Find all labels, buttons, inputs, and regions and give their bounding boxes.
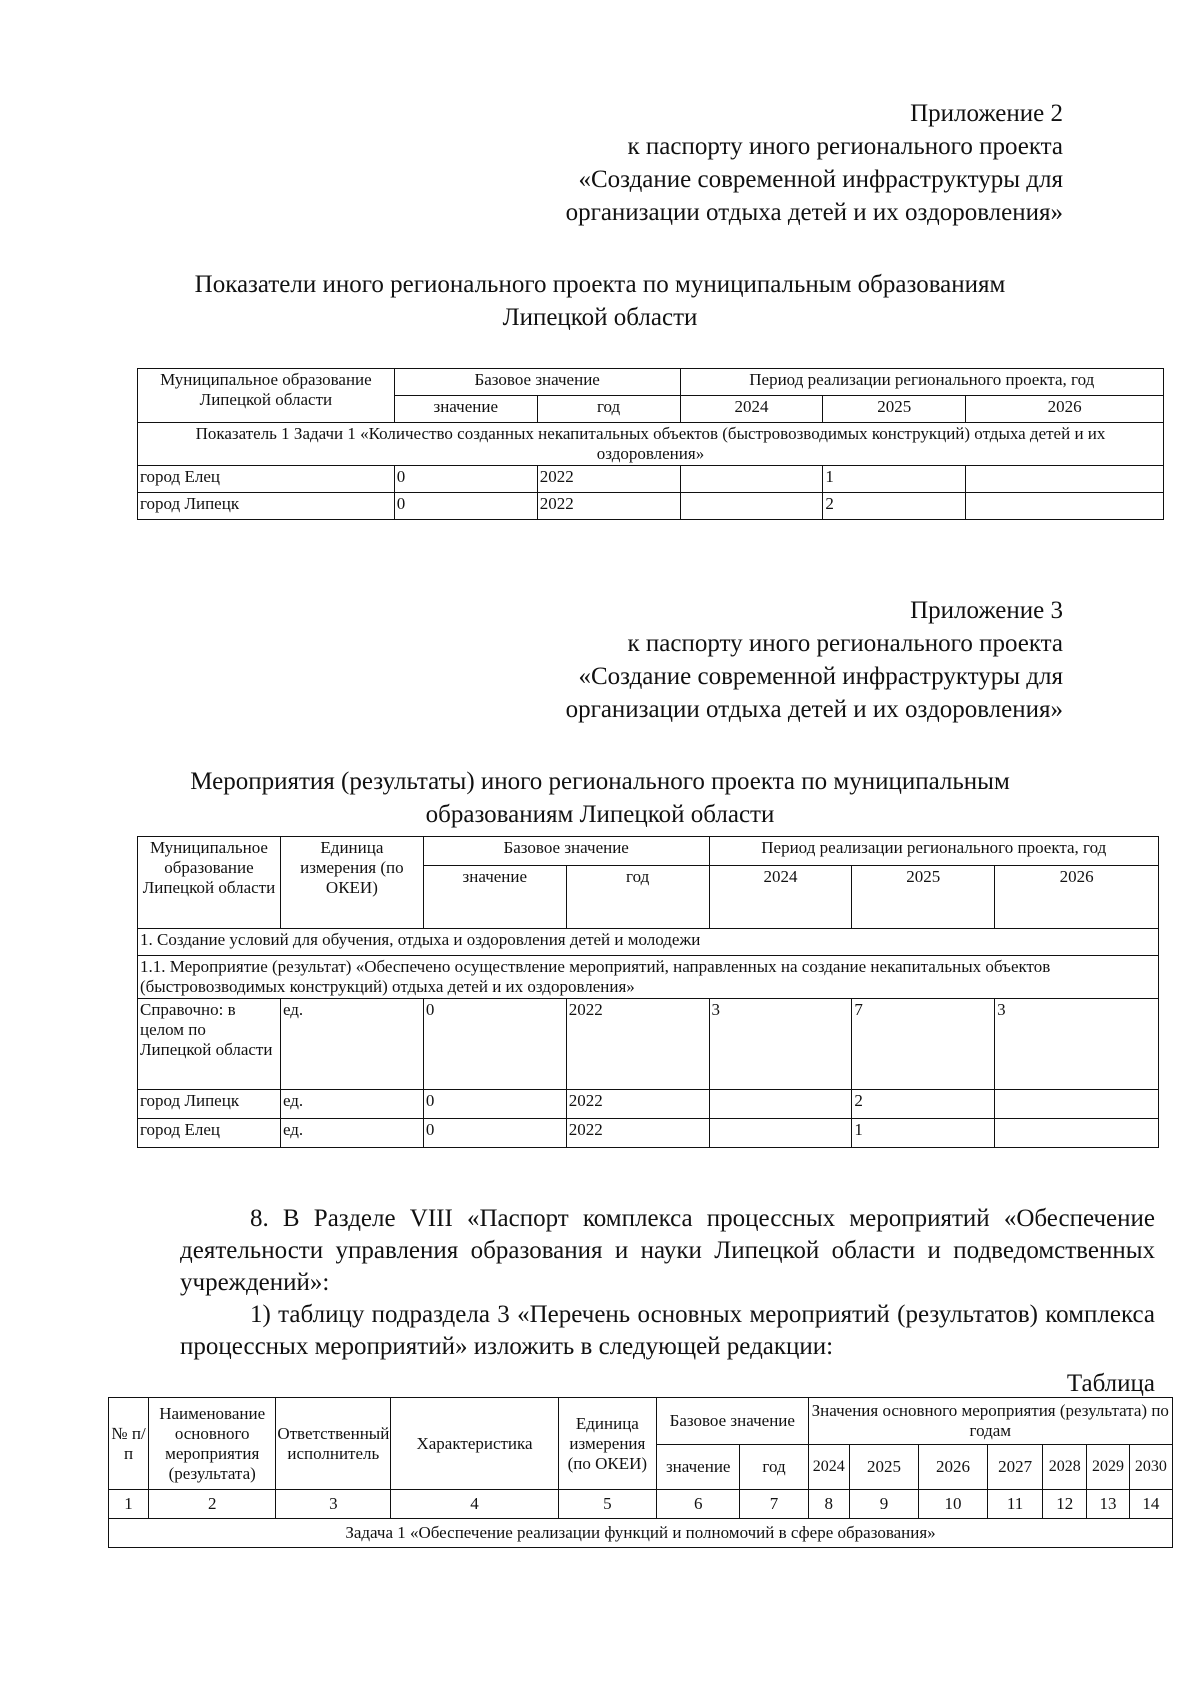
cell-value: 0 xyxy=(423,1119,566,1148)
col-num: 13 xyxy=(1087,1490,1129,1519)
cell-value: 0 xyxy=(394,493,537,520)
col-num: 11 xyxy=(987,1490,1042,1519)
appendix-line: организации отдыха детей и их оздоровления» xyxy=(565,199,1063,226)
header-unit: Единица измерения (по ОКЕИ) xyxy=(280,837,423,929)
header-2025: 2025 xyxy=(823,396,966,423)
title-line: Липецкой области xyxy=(502,304,698,331)
amendment-paragraph xyxy=(180,1203,1155,1363)
appendix-2-header xyxy=(566,97,1063,229)
appendix-line: «Создание современной инфраструктуры для xyxy=(578,663,1063,690)
task-row: Задача 1 «Обеспечение реализации функций и полномочий в сфере образования» xyxy=(109,1519,1173,1548)
header-values: Значения основного мероприятия (результата) по годам xyxy=(808,1398,1172,1445)
col-num: 2 xyxy=(149,1490,276,1519)
cell-2026 xyxy=(966,493,1164,520)
header-unit: Единица измерения (по ОКЕИ) xyxy=(558,1398,656,1490)
title-indicators xyxy=(120,268,1080,334)
cell-name: Справочно: в целом по Липецкой области xyxy=(138,999,281,1090)
header-responsible: Ответственный исполнитель xyxy=(276,1398,391,1490)
header-2027: 2027 xyxy=(987,1445,1042,1490)
cell-name: город Липецк xyxy=(138,493,395,520)
header-num: № п/п xyxy=(109,1398,149,1490)
header-period: Период реализации регионального проекта, год xyxy=(709,837,1158,866)
cell-2026 xyxy=(966,466,1164,493)
col-num: 8 xyxy=(808,1490,849,1519)
measures-table xyxy=(137,836,1159,1148)
header-2028: 2028 xyxy=(1043,1445,1087,1490)
paragraph-8: 8. В Разделе VIII «Паспорт комплекса процессных мероприятий «Обеспечение деятельности управления образования и науки Липецкой области и подведомственных учреждений»: xyxy=(180,1205,1155,1296)
header-base: Базовое значение xyxy=(656,1398,808,1445)
section-row: Показатель 1 Задачи 1 «Количество созданных некапитальных объектов (быстровозводимых конструкций) отдыха детей и их оздоровления» xyxy=(138,423,1164,466)
indicators-table xyxy=(137,368,1164,520)
table-row xyxy=(138,466,1164,493)
header-characteristic: Характеристика xyxy=(391,1398,558,1490)
appendix-line: к паспорту иного регионального проекта xyxy=(627,630,1063,657)
appendix-line: организации отдыха детей и их оздоровления» xyxy=(565,696,1063,723)
cell-name: город Елец xyxy=(138,1119,281,1148)
header-year: год xyxy=(537,396,680,423)
appendix-3-header xyxy=(566,594,1063,726)
col-num: 1 xyxy=(109,1490,149,1519)
header-base: Базовое значение xyxy=(423,837,709,866)
col-num: 5 xyxy=(558,1490,656,1519)
cell-2024: 3 xyxy=(709,999,852,1090)
cell-year: 2022 xyxy=(566,1090,709,1119)
col-num: 6 xyxy=(656,1490,740,1519)
cell-unit: ед. xyxy=(280,999,423,1090)
header-value: значение xyxy=(423,866,566,929)
col-num: 12 xyxy=(1043,1490,1087,1519)
cell-name: город Липецк xyxy=(138,1090,281,1119)
appendix-line: Приложение 3 xyxy=(910,597,1063,624)
cell-year: 2022 xyxy=(537,466,680,493)
column-numbers-row xyxy=(109,1490,1173,1519)
section-row: 1. Создание условий для обучения, отдыха и оздоровления детей и молодежи xyxy=(138,929,1159,956)
header-name: Наименование основного мероприятия (результата) xyxy=(149,1398,276,1490)
title-measures xyxy=(120,765,1080,831)
title-line: Мероприятия (результаты) иного регионального проекта по муниципальным xyxy=(190,768,1010,795)
header-2025: 2025 xyxy=(852,866,995,929)
cell-2025: 2 xyxy=(823,493,966,520)
table-row xyxy=(138,493,1164,520)
table-label: Таблица xyxy=(1066,1370,1155,1397)
cell-year: 2022 xyxy=(566,1119,709,1148)
table-row xyxy=(138,1119,1159,1148)
table-row xyxy=(138,1090,1159,1119)
cell-2026: 3 xyxy=(995,999,1159,1090)
header-2024: 2024 xyxy=(808,1445,849,1490)
col-num: 10 xyxy=(918,1490,987,1519)
cell-unit: ед. xyxy=(280,1119,423,1148)
header-municipality: Муниципальное образование Липецкой области xyxy=(138,837,281,929)
header-value: значение xyxy=(394,396,537,423)
cell-2024 xyxy=(709,1090,852,1119)
cell-2025: 2 xyxy=(852,1090,995,1119)
process-measures-table xyxy=(108,1397,1173,1548)
appendix-line: Приложение 2 xyxy=(910,100,1063,127)
header-value: значение xyxy=(656,1445,740,1490)
header-year: год xyxy=(740,1445,808,1490)
header-2025: 2025 xyxy=(849,1445,918,1490)
appendix-line: к паспорту иного регионального проекта xyxy=(627,133,1063,160)
cell-value: 0 xyxy=(423,1090,566,1119)
header-2026: 2026 xyxy=(995,866,1159,929)
cell-2026 xyxy=(995,1119,1159,1148)
cell-year: 2022 xyxy=(537,493,680,520)
cell-name: город Елец xyxy=(138,466,395,493)
cell-2025: 1 xyxy=(852,1119,995,1148)
table-row xyxy=(138,999,1159,1090)
title-line: Показатели иного регионального проекта по муниципальным образованиям xyxy=(194,271,1006,298)
header-base: Базовое значение xyxy=(394,369,680,396)
appendix-line: «Создание современной инфраструктуры для xyxy=(578,166,1063,193)
title-line: образованиям Липецкой области xyxy=(425,801,775,828)
cell-2024 xyxy=(680,493,823,520)
header-year: год xyxy=(566,866,709,929)
col-num: 9 xyxy=(849,1490,918,1519)
cell-2024 xyxy=(680,466,823,493)
cell-2026 xyxy=(995,1090,1159,1119)
section-row: 1.1. Мероприятие (результат) «Обеспечено осуществление мероприятий, направленных на создание некапитальных объектов (быстровозводимых конструкций) отдыха детей и их оздоровления» xyxy=(138,956,1159,999)
header-period: Период реализации регионального проекта, год xyxy=(680,369,1163,396)
cell-2024 xyxy=(709,1119,852,1148)
cell-year: 2022 xyxy=(566,999,709,1090)
header-2024: 2024 xyxy=(709,866,852,929)
cell-2025: 1 xyxy=(823,466,966,493)
header-municipality: Муниципальное образование Липецкой области xyxy=(138,369,395,423)
cell-unit: ед. xyxy=(280,1090,423,1119)
header-2029: 2029 xyxy=(1087,1445,1129,1490)
header-2026: 2026 xyxy=(966,396,1164,423)
cell-2025: 7 xyxy=(852,999,995,1090)
col-num: 4 xyxy=(391,1490,558,1519)
col-num: 14 xyxy=(1129,1490,1172,1519)
col-num: 7 xyxy=(740,1490,808,1519)
cell-value: 0 xyxy=(394,466,537,493)
header-2024: 2024 xyxy=(680,396,823,423)
paragraph-8-1: 1) таблицу подраздела 3 «Перечень основных мероприятий (результатов) комплекса процессных мероприятий» изложить в следующей редакции: xyxy=(180,1301,1155,1360)
header-2030: 2030 xyxy=(1129,1445,1172,1490)
col-num: 3 xyxy=(276,1490,391,1519)
header-2026: 2026 xyxy=(918,1445,987,1490)
cell-value: 0 xyxy=(423,999,566,1090)
